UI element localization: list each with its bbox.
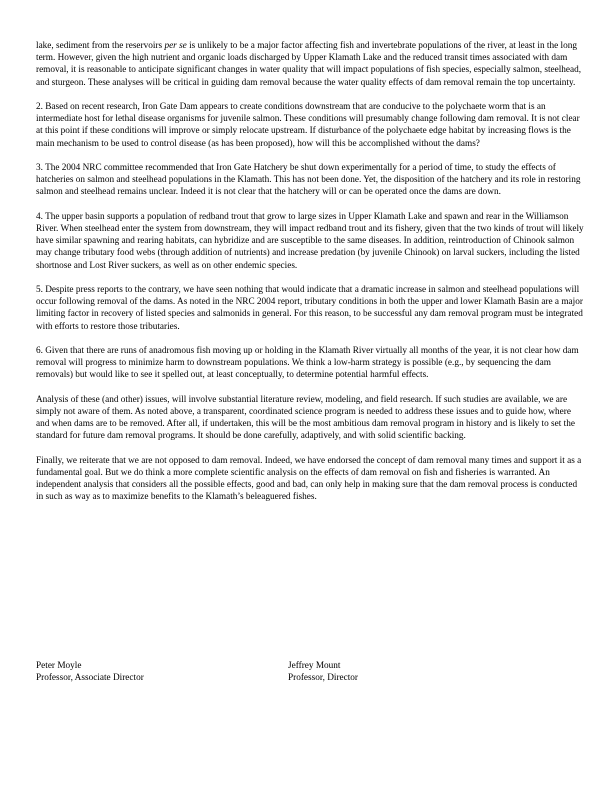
paragraph-point-6: 6. Given that there are runs of anadromous fish moving up or holding in the Klamath River virtually all months of the year, it is not clear how dam removal will progress to minimize harm to downstream populations. We think a low-harm strategy is possible (e.g., by sequencing the dam removals) but would like to see it spelled out, at least conceptually, to determine potential harmful effects. [36,346,579,381]
signatory-title: Professor, Associate Director [36,673,144,684]
paragraph-point-3: 3. The 2004 NRC committee recommended that Iron Gate Hatchery be shut down experimentally for a period of time, to study the effects of hatcheries on salmon and steelhead populations in the Klamath. This has not been done. Yet, the disposition of the hatchery and its role in restoring salmon and steelhead remains unclear. Indeed it is not clear that the hatchery will or can be operated once the dams are down. [36,163,581,198]
signature-block-moyle [36,660,144,684]
paragraph-text: lake, sediment from the reservoirs [36,41,165,51]
paragraph-conclusion: Finally, we reiterate that we are not opposed to dam removal. Indeed, we have endorsed the concept of dam removal many times and support it as a fundamental goal. But we do think a more complete scientific analysis on the effects of dam removal on fish and fisheries is warranted. An independent analysis that considers all the possible effects, good and bad, can only help in making sure that the dam removal process is conducted in such as way as to maximize benefits to the Klamath’s beleaguered fishes. [36,455,582,503]
signatory-title: Professor, Director [288,673,359,684]
paragraph-analysis: Analysis of these (and other) issues, will involve substantial literature review, modeling, and field research. If such studies are available, we are simply not aware of them. As noted above, a transparent, coordinated science program is needed to address these issues and to guide how, where and when dams are to be removed. After all, if undertaken, this will be the most ambitious dam removal program in history and is likely to set the standard for future dam removal programs. It should be done carefully, adaptively, and with solid scientific backing. [36,394,575,442]
signature-block-mount [288,660,358,684]
paragraph-text: is unlikely to be a major factor affecting fish and invertebrate populations of the river, at least in the long term. However, given the high nutrient and organic loads discharged by Upper Klamath Lake and the reduced transit times associated with dam removal, it is reasonable to anticipate significant changes in water quality that will impact populations of fish species, especially salmon, steelhead, and sturgeon. These analyses will be critical in guiding dam removal because the water quality effects of dam removal remain the top uncertainty. [36,41,582,88]
signatory-name: Peter Moyle [36,661,82,671]
italic-term: per se [164,41,187,51]
paragraph-point-4: 4. The upper basin supports a population of redband trout that grow to large sizes in Upper Klamath Lake and spawn and rear in the Williamson River. When steelhead enter the system from downstream, they will impact redband trout and its fishery, given that the two kinds of trout will likely have similar spawning and rearing habitats, can hybridize and are susceptible to the same diseases. In addition, reintroduction of Chinook salmon may change tributary food webs (through addition of nutrients) and increase predation (by juvenile Chinook) on larval suckers, including the listed shortnose and Lost River suckers, as well as on other endemic species. [36,211,584,271]
signatory-name: Jeffrey Mount [288,661,341,671]
paragraph-water-quality [36,40,584,89]
paragraph-point-2: 2. Based on recent research, Iron Gate Dam appears to create conditions downstream that are conducive to the polychaete worm that is an intermediate host for lethal disease organisms for juvenile salmon. These conditions will presumably change following dam removal. It is not clear at this point if these conditions will improve or simply relocate upstream. If disturbance of the polychaete edge habitat by increasing flows is the main mechanism to be used to control disease (as has been proposed), how will this be accomplished without the dams? [36,102,580,149]
letter-body [36,40,584,516]
paragraph-point-5: 5. Despite press reports to the contrary, we have seen nothing that would indicate that a dramatic increase in salmon and steelhead populations will occur following removal of the dams. As noted in the NRC 2004 report, tributary conditions in both the upper and lower Klamath Basin are a major limiting factor in recovery of listed species and salmonids in general. For this reason, to be successful any dam removal program must be integrated with efforts to restore those tributaries. [36,285,583,332]
